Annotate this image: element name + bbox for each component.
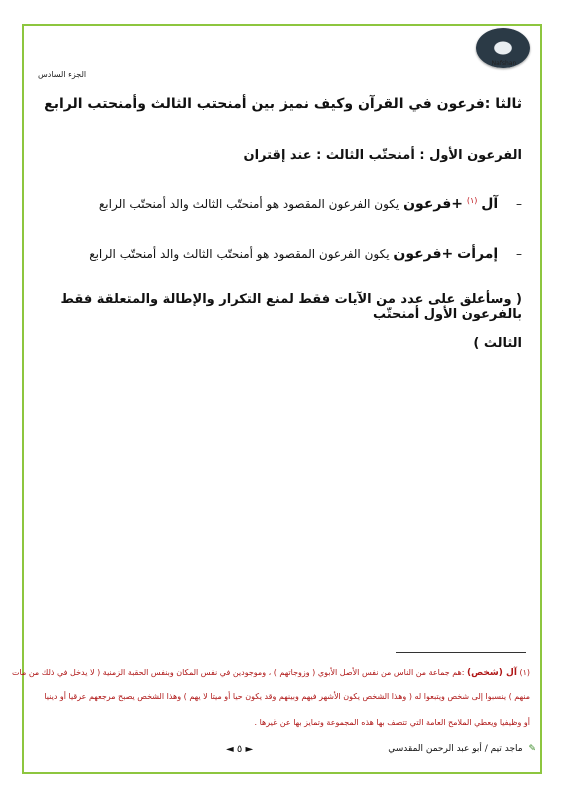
next-page-arrow[interactable]: ◄ [226,744,234,755]
page-border [22,24,542,774]
item-lead: آل [481,196,499,212]
author-credit [300,744,536,754]
logo-text: Nafshan [491,60,517,67]
footnote-line [12,668,530,678]
footnote-text: :هم جماعة من الناس من نفس الأصل الأبوي ( وزوجاتهم ) ، وموجودين في نفس المكان وبنفس الحقبة الزمنية ( لا يدخل في ذلك من مات [12,668,465,677]
pen-icon: ✎ [528,744,536,754]
list-dash: – [516,197,522,211]
note-line: ( وسأعلق على عدد من الآيات فقط لمنع التكرار والإطالة والمتعلقة فقط بالفرعون الأول أمنحتّب [60,292,522,322]
item-plus: +فرعون [403,196,464,212]
prev-page-arrow[interactable]: ► [245,744,254,755]
footnote-marker[interactable]: (١) [466,196,478,205]
item-lead: إمرأت [457,246,499,262]
part-label: الجزء السادس [38,70,87,79]
list-item [99,196,522,212]
footnote-number: (١) [519,668,530,677]
footnote-line: منهم ) ينسبوا إلى شخص ويتبعوا له ( وهذا الشخص يكون الأشهر فيهم وبينهم وقد يكون حيا أو ميتا لا يهم ) وهذا الشخص يصبح مرجعهم عرقيا أو دينيا [44,692,530,701]
section-heading: ثالثا :فرعون في القرآن وكيف نميز بين أمنحتب الثالث وأمنحتب الرابع [44,96,522,112]
footnote-term: آل (شخص) [467,668,517,678]
page-number: ٥ [236,744,243,755]
list-dash: – [516,247,522,261]
note-line: الثالث ) [473,336,522,351]
footnote-line: أو وظيفيا ويعطي الملامح العامة التي تتصف بها هذه المجموعة وتمايز بها عن غيرها . [254,718,530,727]
author-name: ماجد تيم / أبو عبد الرحمن المقدسي [388,744,523,754]
item-rest: يكون الفرعون المقصود هو أمنحتّب الثالث والد أمنحتّب الرابع [89,247,390,261]
page-navigation [226,744,253,755]
list-item [89,246,522,262]
subheading: الفرعون الأول : أمنحتّب الثالث : عند إقتران [243,148,522,163]
item-plus: +فرعون [393,246,454,262]
item-rest: يكون الفرعون المقصود هو أمنحتّب الثالث والد أمنحتّب الرابع [98,197,400,211]
footnote-divider [396,652,526,653]
